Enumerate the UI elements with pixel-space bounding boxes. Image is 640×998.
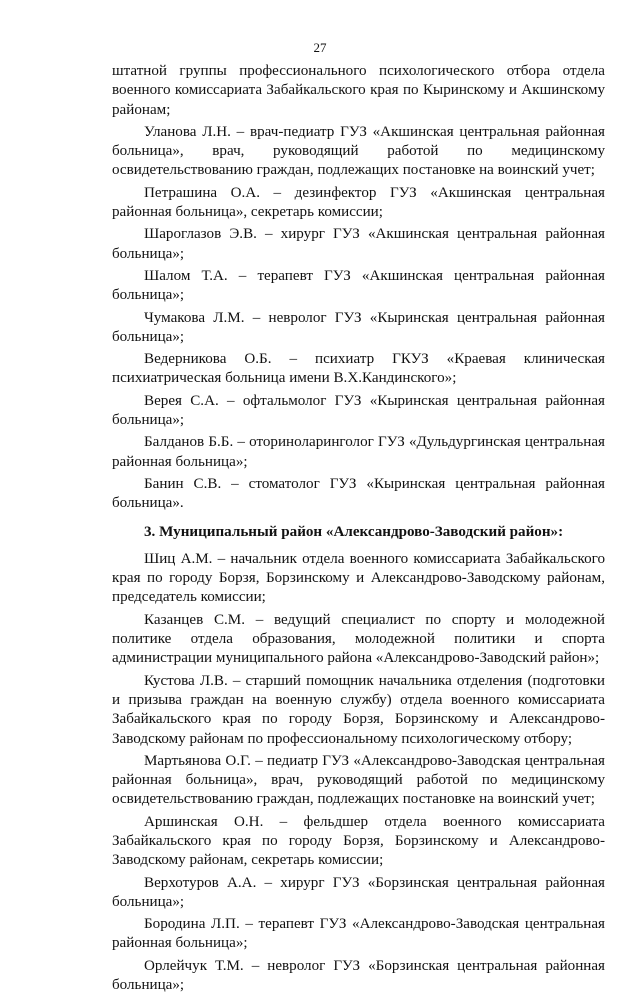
paragraph: Аршинская О.Н. – фельдшер отдела военного комиссариата Забайкальского края по городу Борзя, Борзинскому и Александрово-Заводскому районам, секретарь комиссии;: [112, 813, 605, 869]
paragraph: Уланова Л.Н. – врач-педиатр ГУЗ «Акшинская центральная районная больница», врач, руководящий работой по медицинскому освидетельствованию граждан, подлежащих постановке на воинский учет;: [112, 123, 605, 179]
paragraph: Шиц А.М. – начальник отдела военного комиссариата Забайкальского края по городу Борзя, Борзинскому и Александрово-Заводскому районам, председатель комиссии;: [112, 550, 605, 606]
paragraph: Верея С.А. – офтальмолог ГУЗ «Кыринская центральная районная больница»;: [112, 392, 605, 429]
paragraph: Орлейчук Т.М. – невролог ГУЗ «Борзинская центральная районная больница»;: [112, 957, 605, 994]
paragraph: Казанцев С.М. – ведущий специалист по спорту и молодежной политике отдела образования, молодежной политики и спорта администрации муниципального района «Александрово-Заводский район»;: [112, 611, 605, 667]
paragraph: Бородина Л.П. – терапевт ГУЗ «Александрово-Заводская центральная районная больница»;: [112, 916, 605, 952]
paragraph: штатной группы профессионального психологического отбора отдела военного комиссариата Забайкальского края по Кыринскому и Акшинскому районам;: [112, 63, 605, 118]
section-heading: 3. Муниципальный район «Александрово-Заводский район»:: [144, 523, 564, 540]
paragraph: Чумакова Л.М. – невролог ГУЗ «Кыринская центральная районная больница»;: [112, 309, 605, 345]
paragraph: Банин С.В. – стоматолог ГУЗ «Кыринская центральная районная больница».: [112, 475, 605, 512]
paragraph: Мартьянова О.Г. – педиатр ГУЗ «Александрово-Заводская центральная районная больница», врач, руководящий работой по медицинскому освидетельствованию граждан, подлежащих постановке на воинский учет;: [112, 752, 605, 808]
paragraph: Шалом Т.А. – терапевт ГУЗ «Акшинская центральная районная больница»;: [112, 267, 605, 304]
page-number: 27: [313, 40, 327, 55]
paragraph: Балданов Б.Б. – оториноларинголог ГУЗ «Дульдургинская центральная районная больница»;: [112, 434, 605, 470]
paragraph: Верхотуров А.А. – хирург ГУЗ «Борзинская центральная районная больница»;: [112, 874, 605, 910]
paragraph: Петрашина О.А. – дезинфектор ГУЗ «Акшинская центральная районная больница», секретарь комиссии;: [112, 184, 605, 221]
document-body: [112, 62, 605, 998]
paragraph: Шароглазов Э.В. – хирург ГУЗ «Акшинская центральная районная больница»;: [112, 226, 605, 262]
paragraph: Ведерникова О.Б. – психиатр ГКУЗ «Краевая клиническая психиатрическая больница имени В.Х.Кандинского»;: [112, 351, 605, 387]
paragraph: Кустова Л.В. – старший помощник начальника отделения (подготовки и призыва граждан на военную службу) отдела военного комиссариата Забайкальского края по городу Борзя, Борзинскому и Александрово-Заводскому районам по профессиональному психологическому отбору;: [112, 672, 605, 747]
